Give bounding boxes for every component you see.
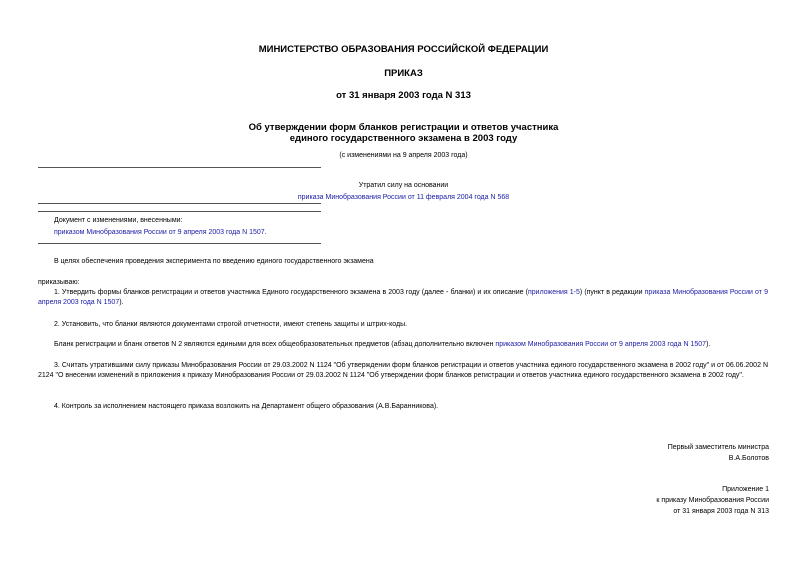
document-date-number: от 31 января 2003 года N 313 [336, 90, 471, 101]
lost-force-notice [0, 180, 807, 204]
paragraph-1-text: 1. Утвердить формы бланков регистрации и ответов участника Единого государственного экзамена в 2003 году (далее - бланки) и их описание ( [54, 289, 528, 296]
document-title-line-1: Об утверждении форм бланков регистрации и ответов участника [248, 122, 559, 133]
paragraph-3: 3. Считать утратившими силу приказы Минобразования России от 29.03.2002 N 1124 "Об утверждении форм бланков регистрации и ответов участника единого государственного экзамена в 2002 году" и от 06.06.2002 N 2124 "О внесении изменений в приложения к приказу Минобразования России от 29.03.2002 N 1124 "Об утверждении форм бланков регистрации и ответов участника единого государственного экзамена в 2002 году". [38, 362, 768, 379]
appendix-number: Приложение 1 [722, 486, 769, 493]
amending-order-link[interactable]: приказа Минобразования России от 9 апреля 2003 года N 1507 [38, 289, 768, 306]
lost-force-text: Утратил силу на основании [358, 182, 449, 189]
paragraph-2b-text: Бланк регистрации и бланк ответов N 2 являются едиными для всех общеобразовательных предметов (абзац дополнительно включен [54, 341, 496, 348]
appendix-header [656, 484, 769, 517]
document-title-line-2: единого государственного экзамена в 2003 году [289, 133, 518, 144]
paragraph-2b-end: ). [706, 341, 711, 348]
paragraph-1-mid: ) (пункт в редакции [579, 289, 645, 296]
preamble-paragraph: В целях обеспечения проведения эксперимента по введению единого государственного экзамена [54, 258, 374, 265]
appendix-reference: к приказу Минобразования России [656, 497, 769, 504]
appendix-date: от 31 января 2003 года N 313 [673, 508, 769, 515]
divider [38, 243, 321, 244]
changes-intro: Документ с изменениями, внесенными: [54, 217, 183, 224]
document-type-heading: ПРИКАЗ [384, 68, 423, 79]
divider [38, 203, 321, 204]
appendix-link[interactable]: приложения 1-5 [527, 289, 580, 296]
paragraph-1 [38, 288, 768, 308]
amending-order-link-2[interactable]: приказом Минобразования России от 9 апреля 2003 года N 1507 [495, 341, 707, 348]
paragraph-2b [54, 340, 710, 350]
changes-link[interactable]: приказом Минобразования России от 9 апреля 2003 года N 1507 [54, 229, 265, 236]
signatory-name: В.А.Болотов [728, 455, 769, 462]
lost-force-link[interactable]: приказа Минобразования России от 11 февраля 2004 года N 568 [297, 194, 510, 201]
divider [38, 211, 321, 212]
order-word: приказываю: [38, 279, 80, 286]
changes-reference [54, 228, 267, 238]
signature-block [668, 442, 769, 464]
paragraph-1-end: ). [119, 299, 124, 306]
divider [38, 167, 321, 168]
signatory-position: Первый заместитель министра [667, 444, 769, 451]
amendment-note: (с изменениями на 9 апреля 2003 года) [339, 152, 468, 159]
ministry-heading: МИНИСТЕРСТВО ОБРАЗОВАНИЯ РОССИЙСКОЙ ФЕДЕРАЦИИ [258, 44, 549, 55]
changes-trail: . [264, 229, 267, 236]
document-title [0, 122, 807, 144]
paragraph-4: 4. Контроль за исполнением настоящего приказа возложить на Департамент общего образования (А.В.Баранникова). [54, 403, 439, 410]
paragraph-2: 2. Установить, что бланки являются документами строгой отчетности, имеют степень защиты и штрих-коды. [54, 321, 408, 328]
